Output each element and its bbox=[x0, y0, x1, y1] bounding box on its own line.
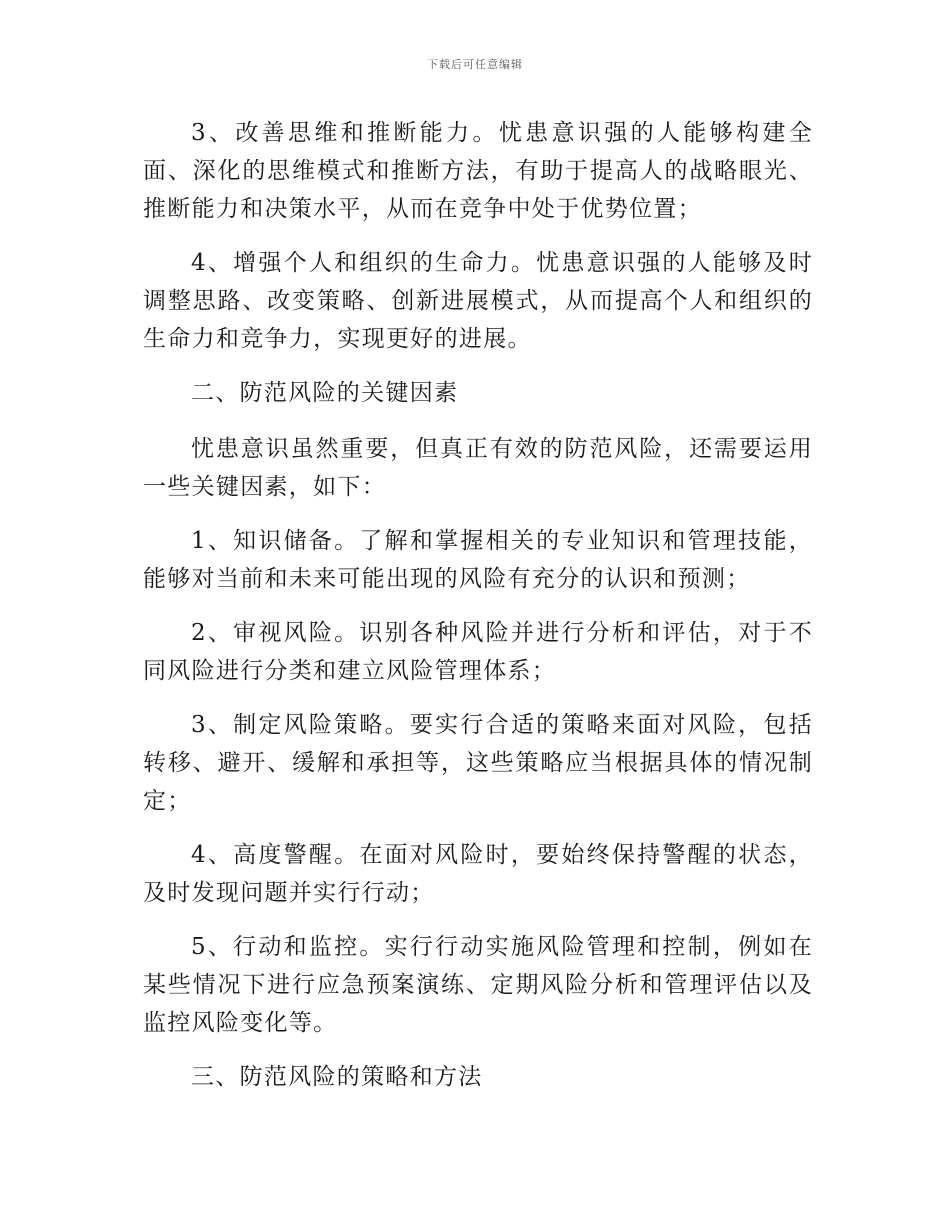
document-body bbox=[143, 114, 813, 1114]
paragraph-action-monitoring: 5、行动和监控。实行行动实施风险管理和控制，例如在某些情况下进行应急预案演练、定期风险分析和管理评估以及监控风险变化等。 bbox=[143, 934, 813, 1036]
section-heading-strategies-methods: 三、防范风险的策略和方法 bbox=[191, 1064, 483, 1090]
paragraph-enhance-vitality: 4、增强个人和组织的生命力。忧患意识强的人能够及时调整思路、改变策略、创新进展模式，从而提高个人和组织的生命力和竞争力，实现更好的进展。 bbox=[143, 250, 813, 352]
page-header: 下载后可任意编辑 bbox=[427, 58, 523, 71]
paragraph-high-vigilance: 4、高度警醒。在面对风险时，要始终保持警醒的状态，及时发现问题并实行行动； bbox=[143, 842, 813, 906]
paragraph-improve-thinking: 3、改善思维和推断能力。忧患意识强的人能够构建全面、深化的思维模式和推断方法，有助于提高人的战略眼光、推断能力和决策水平，从而在竞争中处于优势位置； bbox=[143, 120, 813, 222]
paragraph-examine-risk: 2、审视风险。识别各种风险并进行分析和评估，对于不同风险进行分类和建立风险管理体系； bbox=[143, 620, 813, 684]
section-heading-key-factors: 二、防范风险的关键因素 bbox=[191, 380, 459, 406]
paragraph-key-factors-intro: 忧患意识虽然重要，但真正有效的防范风险，还需要运用一些关键因素，如下： bbox=[143, 436, 813, 500]
paragraph-risk-strategy: 3、制定风险策略。要实行合适的策略来面对风险，包括转移、避开、缓解和承担等，这些策略应当根据具体的情况制定； bbox=[143, 712, 813, 814]
paragraph-knowledge-reserve: 1、知识储备。了解和掌握相关的专业知识和管理技能，能够对当前和未来可能出现的风险有充分的认识和预测； bbox=[143, 528, 813, 592]
